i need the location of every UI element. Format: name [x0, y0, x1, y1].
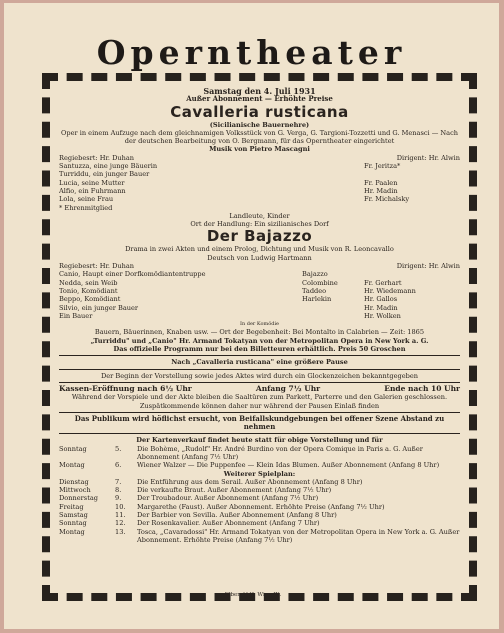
applause-appeal: Das Publikum wird höflichst ersucht, von Beifallskundgebungen bei offener Szene Abstand zu nehmen [74, 413, 445, 432]
page-title: Operntheater [96, 33, 407, 72]
cast-row: Canio, Haupt einer Dorfkomödiantentruppe Bajazzo [59, 270, 328, 279]
honorary-note: * Ehrenmitglied [59, 203, 113, 212]
opera1-subtitle: (Sicilianische Bauernehre) [209, 120, 310, 129]
pause-note: Nach „Cavalleria rusticana" eine größere Pause [171, 358, 348, 367]
program-note: Das offizielle Programm nur bei den Billetteuren erhältlich. Preis 50 Groschen [113, 345, 406, 354]
opera1-staff [59, 154, 460, 162]
opera2-staff [59, 262, 460, 270]
box-office-opening: Kassen-Eröffnung nach 6½ Uhr [59, 383, 192, 393]
cast-row: Turriddu, ein junger Bauer [59, 170, 150, 179]
guest-artist: „Turriddu" und „Canio" Hr. Armand Tokatyan von der Metropolitan Opera in New York a. G. [90, 336, 429, 345]
list-item: Montag 13. Tosca, „Cavaradossi" Hr. Armand Tokatyan von der Metropolitan Opera in New York a. G. Außer Abonnement. Erhöhte Preise (Anfang 7½ Uhr) [59, 527, 460, 544]
opera1-title: Cavalleria rusticana [170, 102, 349, 121]
opera1-director: Regiebesrt: Hr. Duhan [59, 153, 135, 162]
printer-imprint: „Elbemühl", Wien IX. [221, 592, 282, 598]
opera1-place: Ort der Handlung: Ein sizilianisches Dorf [190, 220, 329, 229]
ticket-sales-note: Der Kartenverkauf findet heute statt für obige Vorstellung und für [136, 436, 383, 445]
opera1-extras: Landleute, Kinder [229, 211, 290, 220]
list-item: Samstag 11. Der Barbier von Sevilla. Außer Abonnement (Anfang 8 Uhr) [59, 511, 337, 520]
start-time: Anfang 7½ Uhr [255, 383, 321, 393]
cast-row: Beppo, Komödiant Harlekin Hr. Gallos [59, 295, 398, 304]
list-item: Mittwoch 8. Die verkaufte Braut. Außer Abonnement (Anfang 7½ Uhr) [59, 486, 332, 495]
bell-signal-note: Der Beginn der Vorstellung sowie jedes Aktes wird durch ein Glockenzeichen bekanntgegeben [100, 371, 419, 380]
latecomers-note: Während der Vorspiele und der Akte bleiben die Saaltüren zum Parkett, Parterre und den Galerien geschlossen. Zuspätkommende können daher nur während der Pausen Einlaß finden [71, 393, 448, 410]
list-item: Donnerstag 9. Der Troubadour. Außer Abonnement (Anfang 7½ Uhr) [59, 494, 319, 503]
opera2-cast [59, 270, 460, 320]
list-item: Freitag 10. Margarethe (Faust). Außer Abonnement. Erhöhte Preise (Anfang 7½ Uhr) [59, 502, 385, 511]
cast-row: Ein Bauer Hr. Wolken [59, 311, 401, 320]
opera2-conductor: Dirigent: Hr. Alwin [396, 262, 460, 271]
cast-row: Nedda, sein Weib Colombine Fr. Gerhart [59, 278, 402, 287]
subscription-note: Außer Abonnement — Erhöhte Preise [186, 94, 333, 104]
cast-row: Tonio, Komödiant Taddeo Hr. Wiedemann [59, 286, 416, 295]
opera1-description: Oper in einem Aufzuge nach dem gleichnamigen Volksstück von G. Verga, G. Targioni-Tozzetti und G. Menasci — Nach der deutschen Bearbeitung von O. Bergmann, für das Operntheater eingerichtet [60, 128, 459, 146]
list-item: Dienstag 7. Die Entführung aus dem Serail. Außer Abonnement (Anfang 8 Uhr) [59, 477, 363, 486]
performance-date: Samstag den 4. Juli 1931 [203, 86, 316, 96]
upcoming-list [59, 445, 460, 470]
opera1-cast [59, 162, 460, 203]
times-row [59, 385, 460, 393]
opera2-translation: Deutsch von Ludwig Hartmann [207, 253, 312, 262]
further-plan-title: Weiterer Spielplan: [223, 469, 296, 478]
cast-row: Lola, seine Frau Fr. Michalsky [59, 195, 410, 204]
cast-row: Santuzza, eine junge Bäuerin Fr. Jeritza* [59, 162, 401, 171]
bill-content [59, 87, 460, 587]
comedy-bracket-label: In der Komödie [239, 321, 280, 328]
list-item: Sonntag 12. Der Rosenkavalier. Außer Abonnement (Anfang 7 Uhr) [59, 519, 320, 528]
cast-row: Silvio, ein junger Bauer Hr. Madin [59, 303, 398, 312]
further-plan-list [59, 478, 460, 544]
list-item: Sonntag 5. Die Bohème, „Rudolf" Hr. André Burdino von der Opera Comique in Paris a. G. Außer Abonnement (Anfang 7½ Uhr) [59, 444, 423, 461]
opera2-extras: Bauern, Bäuerinnen, Knaben usw. — Ort der Begebenheit: Bei Montalto in Calabrien — Zeit: 1865 [94, 328, 425, 337]
opera1-conductor: Dirigent: Hr. Alwin [396, 153, 460, 162]
list-item: Montag 6. Wiener Walzer — Die Puppenfee — Klein Idas Blumen. Außer Abonnement (Anfang 8 Uhr) [59, 461, 440, 470]
cast-row: Lucia, seine Mutter Fr. Paalen [59, 178, 398, 187]
playbill-sheet [4, 3, 499, 629]
opera2-title: Der Bajazzo [206, 227, 313, 246]
opera2-description: Drama in zwei Akten und einem Prolog, Dichtung und Musik von R. Leoncavallo [125, 245, 394, 254]
cast-row: Alfio, ein Fuhrmann Hr. Madin [59, 186, 398, 195]
opera1-music: Musik von Pietro Mascagni [209, 145, 310, 154]
opera2-director: Regiebesrt: Hr. Duhan [59, 262, 135, 271]
bill-frame [42, 73, 477, 601]
end-time: Ende nach 10 Uhr [384, 383, 460, 393]
